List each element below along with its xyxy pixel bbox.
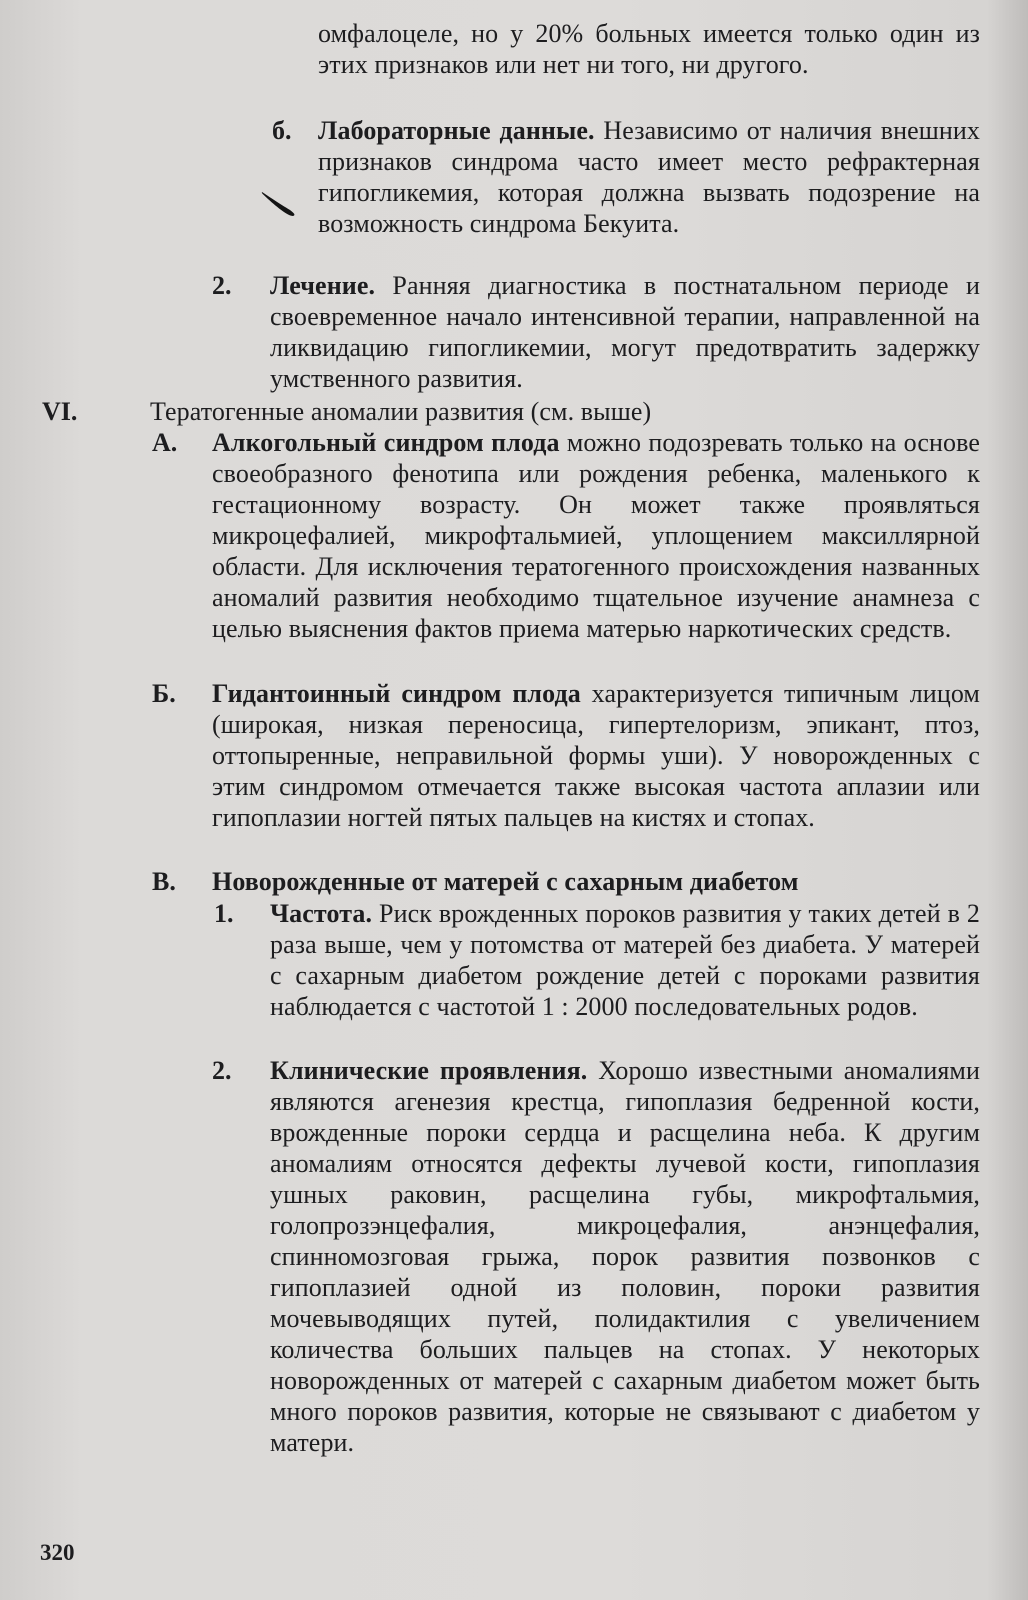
item-v2-paragraph bbox=[270, 1055, 980, 1458]
item-a-marker: А. bbox=[152, 428, 178, 457]
item-a-text: можно подозревать только на основе своеобразного фенотипа или рождения ребенка, маленького к гестационному возрасту. Он может также проявляться микроцефалией, микрофтальмией, уплощением максиллярной области. Для исключения тератогенного происхождения названных аномалий развития необходимо тщательное изучение анамнеза с целью выяснения фактов приема матерью наркотических средств. bbox=[212, 428, 980, 643]
item-b2-title: Гидантоинный синдром плода bbox=[212, 679, 581, 708]
item-v1-text: Риск врожденных пороков развития у таких детей в 2 раза выше, чем у потомства от матерей без диабета. У матерей с сахарным диабетом рождение детей с пороками развития наблюдается с частотой 1 : 2000 последовательных родов. bbox=[270, 899, 980, 1021]
item-v2-marker: 2. bbox=[212, 1056, 232, 1085]
item-v-marker: В. bbox=[152, 867, 176, 896]
item-v1-marker: 1. bbox=[214, 899, 234, 928]
section-vi-heading bbox=[150, 396, 950, 427]
item-v1-title: Частота. bbox=[270, 899, 373, 928]
item-b-paragraph bbox=[318, 115, 980, 239]
item-b2-text: характеризуется типичным лицом (широкая, низкая переносица, гипертелоризм, эпикант, птоз, оттопыренные, неправильной формы уши). У новорожденных с этим синдромом отмечается также высокая частота аплазии или гипоплазии ногтей пятых пальцев на кистях и стопах. bbox=[212, 679, 980, 832]
item-2-treatment-paragraph bbox=[270, 270, 980, 394]
ink-smudge-mark bbox=[260, 188, 304, 218]
item-a-title: Алкогольный синдром плода bbox=[212, 428, 560, 457]
item-2-treatment-title: Лечение. bbox=[270, 271, 376, 300]
intro-tail-text: омфалоцеле, но у 20% больных имеется только один из этих признаков или нет ни того, ни другого. bbox=[318, 19, 980, 79]
item-v1-paragraph bbox=[270, 898, 980, 1022]
item-b2-marker: Б. bbox=[152, 679, 176, 708]
intro-tail-paragraph bbox=[318, 18, 980, 80]
item-v2-text: Хорошо известными аномалиями являются агенезия крестца, гипоплазия бедренной кости, врожденные пороки сердца и расщелина неба. К другим аномалиям относятся дефекты лучевой кости, гипоплазия ушных раковин, расщелина губы, микрофтальмия, голопрозэнцефалия, микроцефалия, анэнцефалия, спинномозговая грыжа, порок развития позвонков с гипоплазией одной из половин, пороки развития мочевыводящих путей, полидактилия с увеличением количества больших пальцев на стопах. У некоторых новорожденных от матерей с сахарным диабетом может быть много пороков развития, которые не связывают с диабетом у матери. bbox=[270, 1056, 980, 1457]
item-b-text: Независимо от наличия внешних признаков синдрома часто имеет место рефрактерная гипогликемия, которая должна вызвать подозрение на возможность синдрома Бекуита. bbox=[318, 116, 980, 238]
page-number: 320 bbox=[40, 1540, 75, 1565]
item-b2-paragraph bbox=[212, 678, 980, 833]
section-vi-marker: VI. bbox=[42, 397, 78, 426]
item-v-title: Новорожденные от матерей с сахарным диабетом bbox=[212, 867, 799, 896]
item-v-heading bbox=[212, 866, 980, 897]
item-2-treatment-text: Ранняя диагностика в постнатальном периоде и своевременное начало интенсивной терапии, направленной на ликвидацию гипогликемии, могут предотвратить задержку умственного развития. bbox=[270, 271, 980, 393]
item-2-treatment-marker: 2. bbox=[212, 271, 232, 300]
section-vi-title: Тератогенные аномалии развития (см. выше) bbox=[150, 397, 652, 426]
item-v2-title: Клинические проявления. bbox=[270, 1056, 588, 1085]
item-b-marker: б. bbox=[272, 116, 292, 145]
item-a-paragraph bbox=[212, 427, 980, 644]
item-b-title: Лабораторные данные. bbox=[318, 116, 595, 145]
